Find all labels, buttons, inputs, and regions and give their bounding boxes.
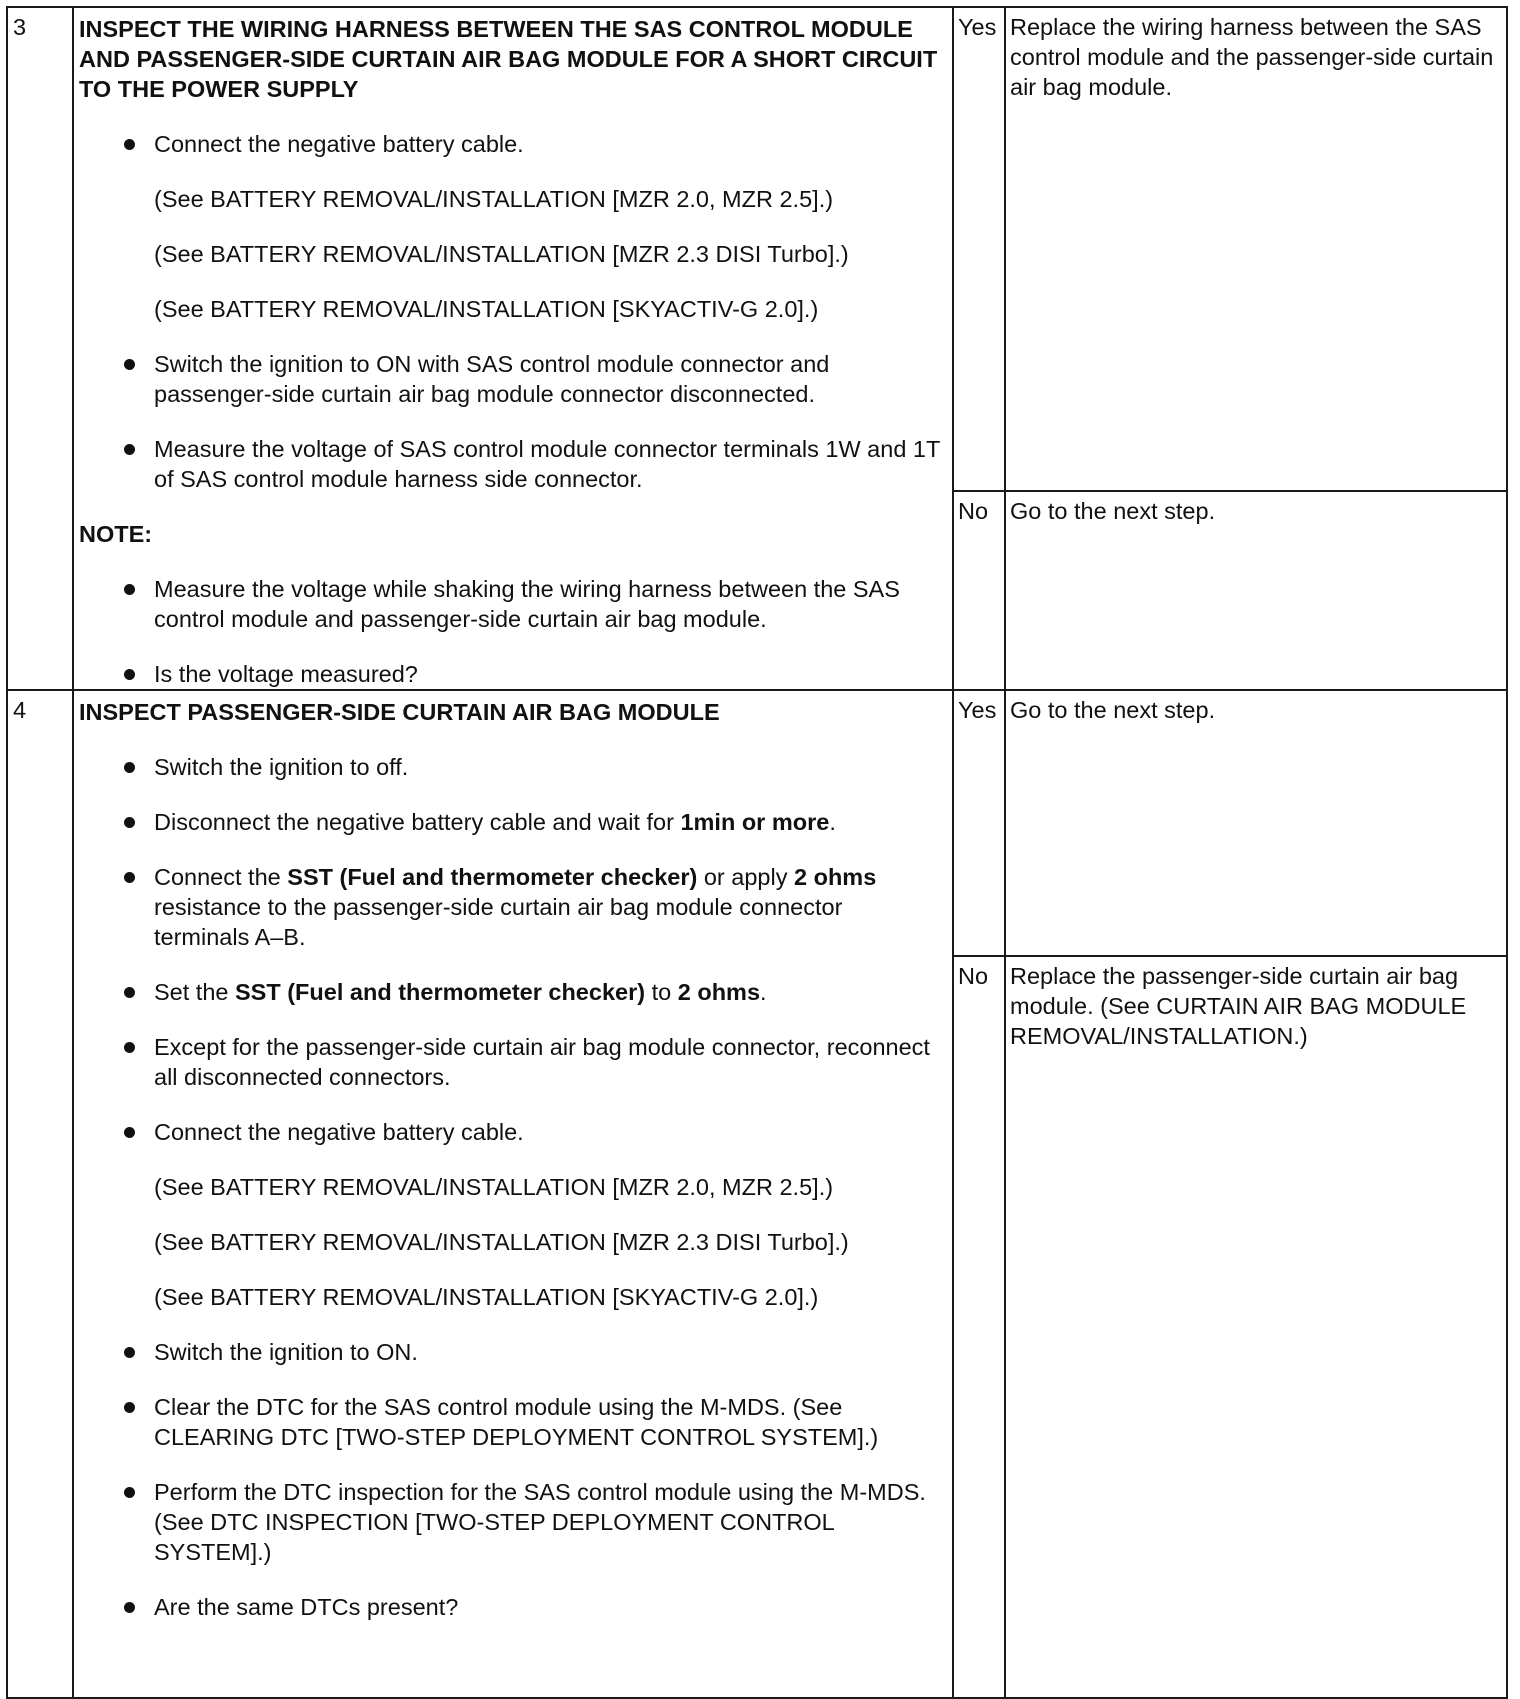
action-yes-text: Go to the next step. <box>1010 697 1216 723</box>
bullet-icon <box>124 1602 135 1613</box>
bullet-icon <box>124 139 135 150</box>
result-yes-label: Yes <box>958 697 997 723</box>
action-no-cell <box>1005 491 1507 690</box>
bullet-icon <box>124 1347 135 1358</box>
list-item: Is the voltage measured? <box>79 659 942 689</box>
action-no-text: Replace the passenger-side curtain air bag module. (See CURTAIN AIR BAG MODULE REMOVAL/INSTALLATION.) <box>1010 963 1467 1049</box>
action-no-text: Go to the next step. <box>1010 498 1216 525</box>
list-item: Clear the DTC for the SAS control module using the M-MDS. (See CLEARING DTC [TWO-STEP DEPLOYMENT CONTROL SYSTEM].) <box>79 1392 942 1452</box>
list-item: Disconnect the negative battery cable and wait for 1min or more. <box>79 807 942 837</box>
list-item: Measure the voltage of SAS control module connector terminals 1W and 1T of SAS control module harness side connector. <box>79 434 942 494</box>
reference-link[interactable]: (See BATTERY REMOVAL/INSTALLATION [MZR 2.3 DISI Turbo].) <box>154 1229 849 1255</box>
result-no-cell <box>953 491 1005 690</box>
bullet-icon <box>124 817 135 828</box>
list-item: Switch the ignition to off. <box>79 752 942 782</box>
note-heading: NOTE: <box>79 521 153 547</box>
bullet-icon <box>124 359 135 370</box>
bullet-icon <box>124 1402 135 1413</box>
action-yes-cell <box>1005 690 1507 956</box>
reference-link[interactable]: (See BATTERY REMOVAL/INSTALLATION [SKYACTIV-G 2.0].) <box>154 1284 819 1310</box>
list-item: Switch the ignition to ON with SAS control module connector and passenger-side curtain air bag module connector disconnected. <box>79 349 942 409</box>
result-no-cell <box>953 956 1005 1698</box>
bullet-icon <box>124 444 135 455</box>
bullet-icon <box>124 584 135 595</box>
step-4-number-cell <box>7 690 73 1698</box>
list-item: Switch the ignition to ON. <box>79 1337 942 1367</box>
list-item: Measure the voltage while shaking the wiring harness between the SAS control module and passenger-side curtain air bag module. <box>79 574 942 634</box>
result-yes-cell <box>953 690 1005 956</box>
action-yes-cell <box>1005 7 1507 491</box>
list-item: Connect the negative battery cable. <box>79 1117 942 1147</box>
bullet-icon <box>124 987 135 998</box>
reference-link[interactable]: (See BATTERY REMOVAL/INSTALLATION [SKYACTIV-G 2.0].) <box>154 296 819 322</box>
bullet-icon <box>124 762 135 773</box>
result-no-label: No <box>958 963 989 989</box>
list-item: Perform the DTC inspection for the SAS control module using the M-MDS. (See DTC INSPECTION [TWO-STEP DEPLOYMENT CONTROL SYSTEM].) <box>79 1477 942 1567</box>
bullet-icon <box>124 1127 135 1138</box>
step-3-inspection-cell <box>73 7 953 690</box>
list-item: Connect the negative battery cable. <box>79 129 942 159</box>
step-4-yes-row <box>7 690 1507 956</box>
result-yes-cell <box>953 7 1005 491</box>
reference-link[interactable]: (See BATTERY REMOVAL/INSTALLATION [MZR 2.3 DISI Turbo].) <box>154 241 849 267</box>
reference-link[interactable]: (See BATTERY REMOVAL/INSTALLATION [MZR 2.0, MZR 2.5].) <box>154 186 834 212</box>
step-title: INSPECT THE WIRING HARNESS BETWEEN THE SAS CONTROL MODULE AND PASSENGER-SIDE CURTAIN AIR BAG MODULE FOR A SHORT CIRCUIT TO THE POWER SUPPLY <box>79 16 938 102</box>
result-yes-label: Yes <box>958 14 997 40</box>
result-no-label: No <box>958 498 989 525</box>
step-number: 4 <box>13 697 27 723</box>
bullet-icon <box>124 1042 135 1053</box>
bullet-icon <box>124 1487 135 1498</box>
diagnostic-procedure-table <box>6 6 1508 1699</box>
reference-link[interactable]: (See BATTERY REMOVAL/INSTALLATION [MZR 2.0, MZR 2.5].) <box>154 1174 834 1200</box>
step-3-number-cell <box>7 7 73 690</box>
step-4-inspection-cell <box>73 690 953 1698</box>
list-item: Connect the SST (Fuel and thermometer checker) or apply 2 ohms resistance to the passenger-side curtain air bag module connector terminals A–B. <box>79 862 942 952</box>
list-item: Set the SST (Fuel and thermometer checker) to 2 ohms. <box>79 977 942 1007</box>
bullet-icon <box>124 669 135 680</box>
step-title: INSPECT PASSENGER-SIDE CURTAIN AIR BAG MODULE <box>79 699 720 725</box>
action-yes-text: Replace the wiring harness between the SAS control module and the passenger-side curtain air bag module. <box>1010 14 1494 100</box>
action-no-cell <box>1005 956 1507 1698</box>
list-item: Except for the passenger-side curtain air bag module connector, reconnect all disconnected connectors. <box>79 1032 942 1092</box>
bullet-icon <box>124 872 135 883</box>
list-item: Are the same DTCs present? <box>79 1592 942 1622</box>
step-number: 3 <box>13 14 27 40</box>
step-3-yes-row <box>7 7 1507 491</box>
